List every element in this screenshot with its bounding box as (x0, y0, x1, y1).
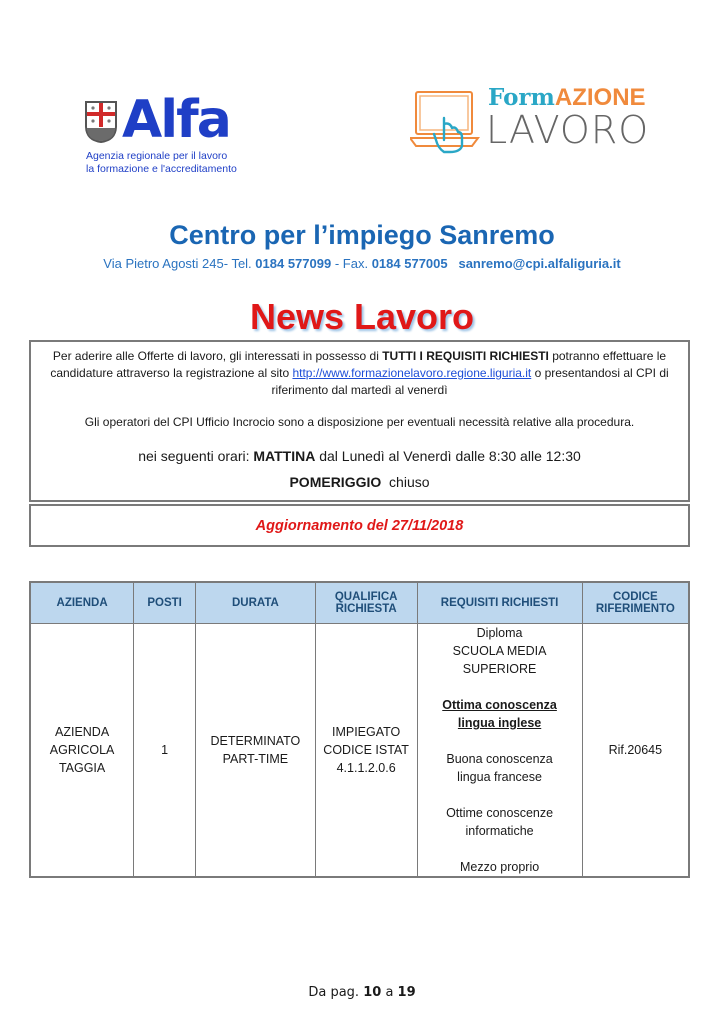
fax-number: 0184 577005 (371, 256, 448, 271)
cell-posti: 1 (134, 624, 196, 878)
req-it-skills: Ottime conoscenze informatiche (446, 806, 554, 838)
header-qualifica: QUALIFICA RICHIESTA (315, 582, 417, 624)
page-footer: Da pag. 10 a 19 (308, 985, 416, 1000)
req-english: Ottima conoscenza lingua inglese (442, 698, 557, 730)
address: Via Pietro Agosti 245- Tel. (103, 256, 252, 271)
cell-codice: Rif.20645 (582, 624, 689, 878)
cell-durata: DETERMINATO PART-TIME (195, 624, 315, 878)
header-requisiti: REQUISITI RICHIESTI (417, 582, 582, 624)
header-codice: CODICE RIFERIMENTO (582, 582, 689, 624)
opening-hours-morning: nei seguenti orari: MATTINA dal Lunedì al Venerdì dalle 8:30 alle 12:30 (138, 448, 581, 464)
email-link[interactable]: sanremo@cpi.alfaliguria.it (458, 256, 621, 271)
alfa-wordmark: Alfa (122, 90, 230, 150)
alfa-subtitle-1: Agenzia regionale per il lavoro (86, 150, 228, 162)
alfa-logo (84, 90, 264, 178)
liguria-shield-icon (84, 100, 118, 144)
contact-line (0, 256, 724, 271)
page-title: Centro per l’impiego Sanremo (169, 220, 555, 250)
job-offers-table (29, 581, 690, 878)
table-row (30, 624, 689, 878)
news-heading: News Lavoro (249, 296, 475, 337)
laptop-touch-icon (410, 90, 482, 154)
phone-number: 0184 577099 (255, 256, 332, 271)
info-box (29, 340, 690, 502)
cell-azienda: AZIENDA AGRICOLA TAGGIA (30, 624, 134, 878)
header-posti: POSTI (134, 582, 196, 624)
operators-note: Gli operatori del CPI Ufficio Incrocio sono a disposizione per eventuali necessità relative alla procedura. (84, 415, 635, 429)
cell-qualifica: IMPIEGATO CODICE ISTAT 4.1.1.2.0.6 (315, 624, 417, 878)
fax-label: - Fax. (334, 256, 369, 271)
req-french: Buona conoscenza lingua francese (446, 752, 553, 784)
req-diploma: Diploma SCUOLA MEDIA SUPERIORE (452, 626, 547, 676)
lavoro-wordmark: LAVORO (486, 108, 650, 152)
cell-requisiti (417, 624, 582, 878)
formazione-lavoro-logo (410, 84, 670, 154)
header-azienda: AZIENDA (30, 582, 134, 624)
formazione-wordmark: FormAZIONE (488, 84, 646, 111)
req-own-vehicle: Mezzo proprio (459, 860, 540, 874)
table-header-row (30, 582, 689, 624)
header-durata: DURATA (195, 582, 315, 624)
website-link[interactable]: http://www.formazionelavoro.regione.liguria.it (292, 366, 532, 380)
opening-hours-afternoon: POMERIGGIO chiuso (289, 474, 430, 490)
update-date: Aggiornamento del 27/11/2018 (255, 517, 464, 534)
application-instructions: Per aderire alle Offerte di lavoro, gli interessati in possesso di TUTTI I REQUISITI RICHIESTI potranno effettuare le candidature attraverso la registrazione al sito http://www.formazionelavoro.regione.liguria.it o presentandosi al CPI di riferimento dal martedì al venerdì (50, 349, 669, 397)
update-box (29, 504, 690, 547)
alfa-subtitle-2: la formazione e l'accreditamento (86, 163, 237, 175)
